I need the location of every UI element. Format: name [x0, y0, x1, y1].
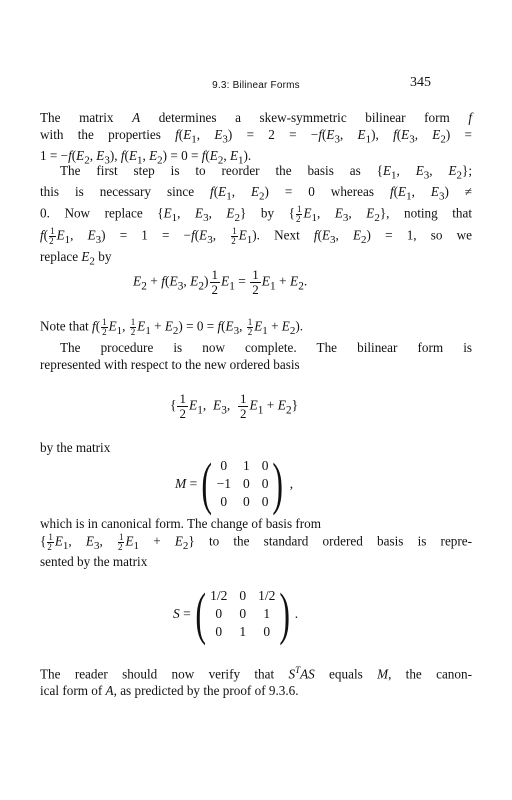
left-paren: (: [201, 451, 213, 516]
paragraph-4: [40, 516, 472, 571]
left-paren: (: [195, 581, 206, 646]
para2-line5: replace $E_2$ by: [40, 249, 112, 268]
cell: 1: [242, 458, 250, 473]
cell: 1: [239, 624, 247, 639]
paragraph-3: [40, 340, 472, 373]
para4-line2: { $\frac{1}{2}$ $E_1$, $E_3$, $\frac{1}{2}$ $E_1 + E_2$} to the standard ordered basis is repre-: [40, 531, 473, 552]
right-paren: ): [279, 581, 291, 646]
para3-line2: represented with respect to the new ordered basis: [40, 356, 300, 372]
cell: 0: [242, 476, 250, 491]
para5-line1: The reader should now verify that $S^TAS$ equals M, the canon-: [40, 665, 472, 682]
cell: 1/2: [210, 588, 228, 603]
cell: 0: [220, 494, 228, 509]
para4-line1: which is in canonical form. The change of basis from: [40, 516, 322, 531]
cell: 0: [220, 458, 228, 473]
para2-line1: The first step is to reorder the basis as {$E_1$, $E_3$, $E_2$};: [60, 163, 472, 182]
matrix-S: [173, 581, 299, 646]
para1-line2: with the properties $f(E_1$, $E_3) = 2 = -f(E_3$, $E_1$), $f(E_3$, $E_2$) =: [40, 126, 472, 146]
by-the-matrix: by the matrix: [40, 440, 111, 455]
matrix-S-label: S =: [173, 606, 191, 621]
cell: 0: [239, 588, 247, 603]
para1-line3: $1 = -f(E_2$, $E_3$), $f(E_1$, $E_2) = 0 = f(E_2$, $E_1$).: [40, 147, 252, 167]
cell: 0: [261, 458, 269, 473]
cell: 0: [263, 624, 271, 639]
para4-line3: sented by the matrix: [40, 554, 148, 570]
cell: −1: [216, 476, 231, 491]
cell: 0: [242, 494, 250, 509]
para2-line4: f( $\frac{1}{2}$ $E_1$, $E_3) = 1 = -f(E_3$, $\frac{1}{2}$ $E_1$). Next $f(E_3$, $E_2) = 1$, so we: [40, 226, 472, 247]
paragraph-1: [40, 110, 472, 169]
matrix-M: [175, 451, 294, 516]
paragraph-2: [40, 163, 472, 270]
display-basis: { $\frac{1}{2}$ $E_1$, $E_3$, $\frac{1}{2}$ $E_1 + E_2$}: [170, 391, 299, 421]
para2-line3: 0. Now replace {$E_1$, $E_3$, $E_2$} by { $\frac{1}{2}$ $E_1$, $E_3$, $E_2$}, noting that: [40, 204, 473, 225]
matrix-S-body: [204, 587, 281, 641]
cell: 0: [215, 624, 223, 639]
matrix-M-label: M =: [175, 476, 198, 491]
matrix-M-trailing: ,: [289, 476, 294, 491]
paragraph-5: [40, 662, 472, 700]
para2-line2: this is necessary since $f(E_1$, $E_2) = 0$ whereas $f(E_1$, $E_3$) ≠: [40, 184, 473, 203]
para1-line1: The matrix A determines a skew-symmetric bilinear form f: [40, 110, 472, 125]
right-paren: ): [272, 451, 284, 516]
cell: 0: [261, 494, 269, 509]
display-equation-1: $E_2 + f(E_3$, $E_2$) $\frac{1}{2}$ $E_1$ = $\frac{1}{2}$ $E_1 + E_2$.: [133, 267, 308, 297]
cell: 1: [263, 606, 271, 621]
cell: 1/2: [258, 588, 276, 603]
cell: 0: [215, 606, 223, 621]
matrix-S-trailing: .: [294, 606, 299, 621]
para5-line2: ical form of A, as predicted by the proof of 9.3.6.: [40, 682, 299, 698]
page-number: 345: [410, 75, 431, 90]
note-line: Note that f( $\frac{1}{2}$ $E_1$, $\frac{1}{2}$ $E_1 + E_2) = 0 = f(E_3$, $\frac{1}{2}$ $E_1 + E_2$).: [40, 317, 304, 338]
cell: 0: [261, 476, 269, 491]
matrix-M-body: [211, 457, 275, 511]
running-header: 9.3: Bilinear Forms: [212, 80, 300, 91]
para3-line1: The procedure is now complete. The bilinear form is: [60, 340, 472, 355]
cell: 0: [239, 606, 247, 621]
